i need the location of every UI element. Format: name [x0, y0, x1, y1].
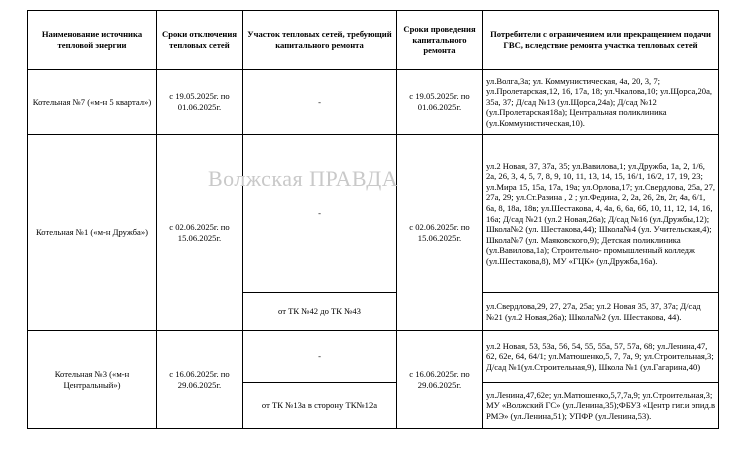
repair-cell: с 02.06.2025г. по 15.06.2025г.: [397, 135, 483, 331]
table-header-row: [28, 11, 719, 70]
consumers-cell: ул.Волга,3а; ул. Коммунистическая, 4а, 20, 3, 7; ул.Пролетарская,12, 16, 17а, 18; ул.Чкалова,10; ул.Щорса,20а, 35а, 37; Д/сад №13 (ул.Щорса,24а); Д/сад №12 (ул.Пролетарская18а); Центральная поликлиника (ул.Коммунистическая,10).: [483, 70, 719, 135]
consumers-cell: ул.2 Новая, 53, 53а, 56, 54, 55, 55а, 57, 57а, 68; ул.Ленина,47, 62, 62е, 64, 64/1; ул.Матюшенко,5, 7, 7а, 9; ул.Строительная,3; Д/сад №1(ул.Строительная,9), Школа №1 (ул.Гагарина,40): [483, 331, 719, 383]
consumers-cell: ул.Свердлова,29, 27, 27а, 25а; ул.2 Новая 35, 37, 37а; Д/сад №21 (ул.2 Новая,26а); Школа№2 (ул. Шестакова, 44).: [483, 293, 719, 331]
header-source: Наименование источника тепловой энергии: [28, 11, 157, 70]
table-row: [28, 331, 719, 383]
shutdown-cell: с 16.06.2025г. по 29.06.2025г.: [157, 331, 243, 429]
watermark: Волжская ПРАВДА: [208, 166, 399, 191]
header-consumers: Потребители с ограничением или прекращением подачи ГВС, вследствие ремонта участка тепловых сетей: [483, 11, 719, 70]
section-cell: -: [243, 331, 397, 383]
table-row: [28, 135, 719, 293]
repair-cell: с 19.05.2025г. по 01.06.2025г.: [397, 70, 483, 135]
heating-repair-table: [27, 10, 719, 429]
header-repair: Сроки проведения капитального ремонта: [397, 11, 483, 70]
shutdown-cell: с 02.06.2025г. по 15.06.2025г.: [157, 135, 243, 331]
table-row: [28, 70, 719, 135]
source-cell: Котельная №7 («м-н 5 квартал»): [28, 70, 157, 135]
section-cell: -: [243, 135, 397, 293]
consumers-cell: ул.2 Новая, 37, 37а, 35; ул.Вавилова,1; ул.Дружба, 1а, 2, 1/6, 2а, 26, 3, 4, 5, 7, 8, 9, 10, 11, 13, 14, 15, 16/1, 16/2, 17, 19, 23; ул.Мира 15, 15а, 17а, 19а; ул.Орлова,17; ул.Свердлова, 25а, 27, 27а, 29; ул.Ст.Разина , 2 ; ул.Федина, 2, 2а, 26, 2в, 2г, 4а, 6/1, 6а, 8, 18а, 18в; ул.Шестакова, 4, 4а, 6, 6а, 6б, 10, 11, 12, 14, 16, 16а; Д/сад №21 (ул.2 Новая,26а); Д/сад №16 (ул.Дружбы,12); Школа№2 (ул. Шестакова,44); Школа№4 (ул. Учительская,4); Школа№7 (ул. Маяковского,9); Детская поликлиника (ул.Вавилова,1а); Строительно- промышленный колледж (ул.Шестакова,8), МУ «ГЦК» (ул.Дружба,16а).: [483, 135, 719, 293]
section-cell: -: [243, 70, 397, 135]
header-section: Участок тепловых сетей, требующий капитального ремонта: [243, 11, 397, 70]
shutdown-cell: с 19.05.2025г. по 01.06.2025г.: [157, 70, 243, 135]
source-cell: Котельная №3 («м-н Центральный»): [28, 331, 157, 429]
section-cell: от ТК №42 до ТК №43: [243, 293, 397, 331]
section-cell: от ТК №13а в сторону ТК№12а: [243, 383, 397, 429]
source-cell: Котельная №1 («м-н Дружба»): [28, 135, 157, 331]
consumers-cell: ул.Ленина,47,62е; ул.Матюшенко,5,7,7а,9; ул.Строительная,3; МУ «Волжский ГС» (ул.Ленина,35);ФБУЗ «Центр гиг.и эпид.в РМЭ» (ул.Ленина,51); УПФР (ул.Ленина,53).: [483, 383, 719, 429]
repair-cell: с 16.06.2025г. по 29.06.2025г.: [397, 331, 483, 429]
header-shutdown: Сроки отключения тепловых сетей: [157, 11, 243, 70]
